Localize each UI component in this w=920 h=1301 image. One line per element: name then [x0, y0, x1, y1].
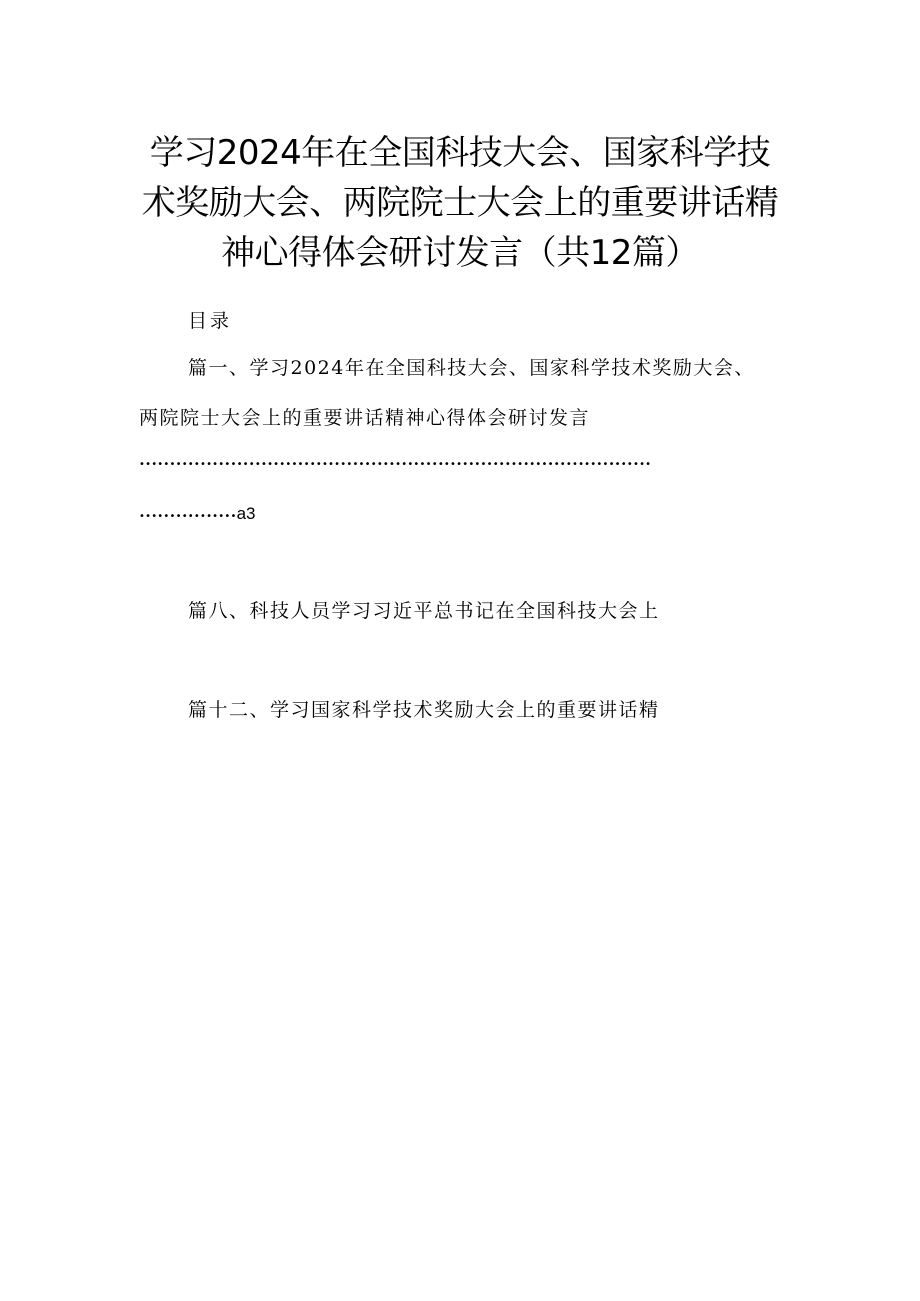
toc-entry-12[interactable]: 篇十二、学习国家科学技术奖励大会上的重要讲话精 [188, 699, 660, 721]
toc-heading: 目录 [188, 310, 233, 332]
toc-entry-1-line-2[interactable]: 两院院士大会上的重要讲话精神心得体会研讨发言 [139, 407, 591, 429]
toc-entry-8[interactable]: 篇八、科技人员学习习近平总书记在全国科技大会上 [188, 600, 660, 622]
toc-leader-dots-continued: •••••••••••••••• [139, 511, 237, 522]
toc-leader-dots: •••••••••••••••••••••••••••••••••••••••••••••••••••••••••••••••••••••••••••••••••••• [139, 459, 652, 470]
toc-page-number: a3 [236, 504, 256, 523]
title-line-3: 神心得体会研讨发言（共12篇） [221, 233, 699, 273]
toc-leader-row-2 [139, 503, 256, 525]
title-line-2: 术奖励大会、两院院士大会上的重要讲话精 [141, 183, 779, 223]
title-line-1: 学习2024年在全国科技大会、国家科学技 [149, 133, 771, 173]
document-title [130, 128, 790, 278]
toc-entry-1-line-1[interactable]: 篇一、学习2024年在全国科技大会、国家科学技术奖励大会、 [188, 357, 755, 379]
